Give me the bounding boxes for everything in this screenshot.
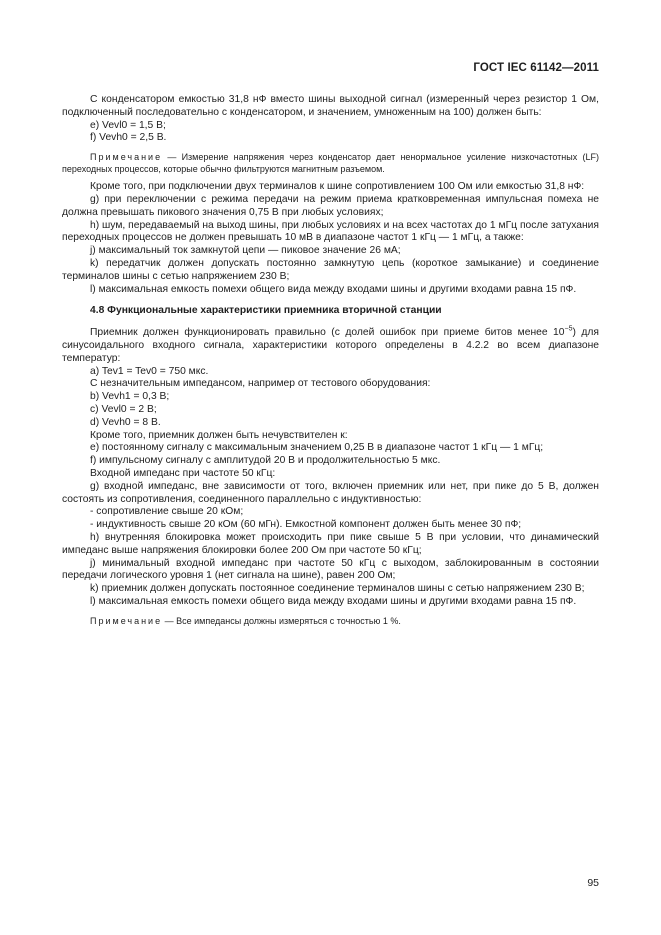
note-text: — Измерение напряжения через конденсатор дает ненормальное усиление низкочастотных (LF) переходных процессов, которые обычно фильтруются магнитным разъемом. [62,152,599,175]
paragraph: c) Vevl0 = 2 В; [90,403,157,415]
paragraph-text: ) для синусоидального входного сигнала, характеристики которого определены в 4.2.2 во всем диапазоне температур: [62,327,599,364]
paragraph: Кроме того, при подключении двух терминалов к шине сопротивлением 100 Ом или емкостью 31,8 нФ: [90,181,585,193]
paragraph: h) внутренняя блокировка может происходить при пике свыше 5 В при условии, что динамический импеданс выше напряжения блокировки более 200 Ом при частоте 50 кГц; [62,531,599,556]
paragraph: h) шум, передаваемый на выход шины, при любых условиях и на всех частотах до 1 мГц после затухания переходных процессов не должен превышать 10 мВ в диапазоне частот 1 кГц — 1 мГц, а также: [62,219,599,244]
paragraph: f) Vevh0 = 2,5 В. [90,132,167,144]
document-body [62,94,599,627]
paragraph: - индуктивность свыше 20 кОм (60 мГн). Емкостной компонент должен быть менее 30 пФ; [90,519,522,531]
paragraph-text: Приемник должен функционировать правильно (с долей ошибок при приеме битов менее 10 [90,327,565,339]
paragraph: С конденсатором емкостью 31,8 нФ вместо шины выходной сигнал (измеренный через резистор 1 Ом, подключенный последовательно с конденсатором, и значением, умноженным на 100) должен быть: [62,94,599,118]
paragraph: j) минимальный входной импеданс при частоте 50 кГц с выходом, заблокированным в состоянии передачи логического уровня 1 (нет сигнала на шине), равен 200 Ом; [62,557,599,582]
paragraph: е) постоянному сигналу с максимальным значением 0,25 В в диапазоне частот 1 кГц — 1 мГц; [90,442,544,454]
note [62,151,599,175]
section-heading: 4.8 Функциональные характеристики приемника вторичной станции [90,305,442,317]
paragraph: a) Tev1 = Tev0 = 750 мкс. [90,365,209,377]
document-header: ГОСТ IEC 61142—2011 [473,62,599,74]
paragraph: l) максимальная емкость помехи общего вида между входами шины и другими входами равна 15 пФ. [90,283,577,295]
paragraph: g) входной импеданс, вне зависимости от того, включен приемник или нет, при пике до 5 В, должен состоять из сопротивления, соединенного параллельно с индуктивностью: [62,480,599,505]
paragraph: е) Vevl0 = 1,5 В; [90,119,166,131]
paragraph: j) максимальный ток замкнутой цепи — пиковое значение 26 мА; [90,245,401,257]
paragraph: - сопротивление свыше 20 кОм; [90,506,244,518]
paragraph: f) импульсному сигналу с амплитудой 20 В и продолжительностью 5 мкс. [90,455,441,467]
note-label: Примечание [90,615,163,626]
superscript: −5 [564,325,573,333]
note-label: Примечание [90,152,163,163]
paragraph: b) Vevh1 = 0,3 В; [90,391,170,403]
paragraph: k) передатчик должен допускать постоянно замкнутую цепь (короткое замыкание) и соединение терминалов шины с сетью напряжением 230 В; [62,257,599,282]
note-text: — Все импедансы должны измеряться с точностью 1 %. [162,615,401,626]
page-number: 95 [587,877,599,889]
paragraph: d) Vevh0 = 8 В. [90,416,161,428]
paragraph: С незначительным импедансом, например от тестового оборудования: [90,378,431,390]
paragraph [62,327,599,365]
paragraph: k) приемник должен допускать постоянное соединение терминалов шины с сетью напряжением 230 В; [90,583,585,595]
paragraph: g) при переключении с режима передачи на режим приема кратковременная импульсная помеха не должна превышать пикового значения 0,75 В при любых условиях; [62,193,599,218]
paragraph: Кроме того, приемник должен быть нечувствителен к: [90,429,348,441]
paragraph: Входной импеданс при частоте 50 кГц: [90,467,276,479]
note [62,615,599,627]
paragraph: l) максимальная емкость помехи общего вида между входами шины и другими входами равна 15 пФ. [90,595,577,607]
